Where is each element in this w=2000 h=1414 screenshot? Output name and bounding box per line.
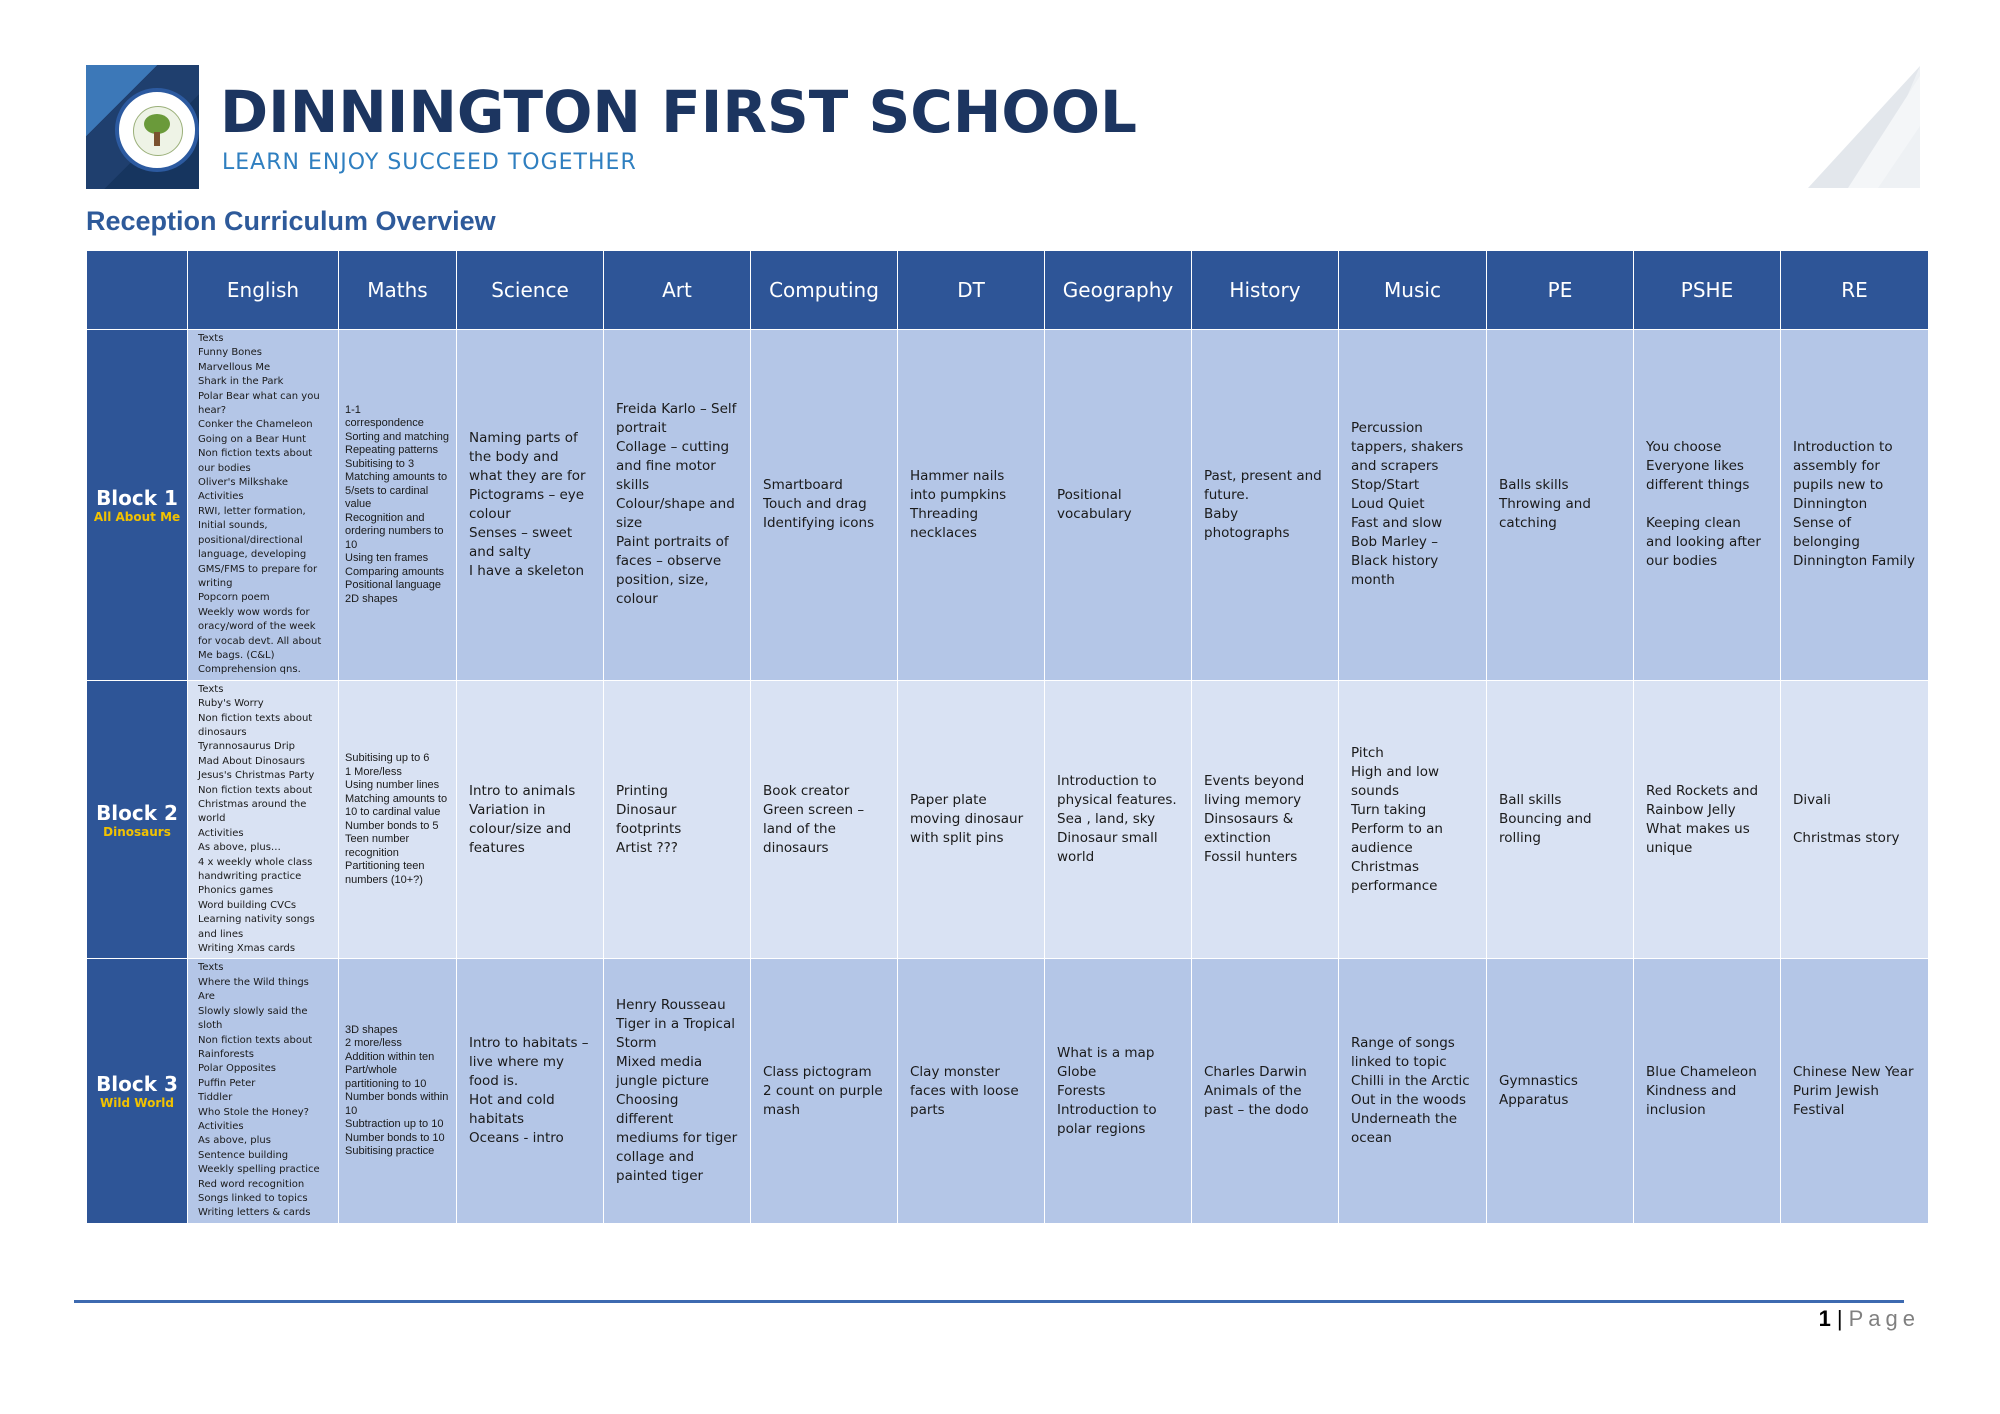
cell-computing: Book creator Green screen – land of the dinosaurs bbox=[751, 680, 898, 959]
cell-science: Naming parts of the body and what they are for Pictograms – eye colour Senses – sweet and salty I have a skeleton bbox=[457, 330, 604, 681]
tree-icon bbox=[144, 114, 170, 134]
cell-computing: Class pictogram 2 count on purple mash bbox=[751, 959, 898, 1223]
school-logo bbox=[115, 88, 199, 172]
page-number bbox=[1819, 1306, 1920, 1332]
block-label bbox=[87, 959, 188, 1223]
cell-pe: Ball skills Bouncing and rolling bbox=[1487, 680, 1634, 959]
cell-geography: What is a map Globe Forests Introduction to polar regions bbox=[1045, 959, 1192, 1223]
cell-english: Texts Where the Wild things Are Slowly slowly said the sloth Non fiction texts about Rainforests Polar Opposites Puffin Peter Tiddler Who Stole the Honey? Activities As above, plus Sentence building Weekly spelling practice Red word recognition Songs linked to topics Writing letters & cards bbox=[188, 959, 339, 1223]
cell-music: Pitch High and low sounds Turn taking Perform to an audience Christmas performance bbox=[1339, 680, 1487, 959]
school-motto: LEARN ENJOY SUCCEED TOGETHER bbox=[222, 150, 637, 175]
cell-maths: Subitising up to 6 1 More/less Using number lines Matching amounts to 10 to cardinal value Number bonds to 5 Teen number recognition Partitioning teen numbers (10+?) bbox=[339, 680, 457, 959]
header-corner bbox=[87, 251, 188, 330]
cell-art: Henry Rousseau Tiger in a Tropical Storm Mixed media jungle picture Choosing different mediums for tiger collage and painted tiger bbox=[604, 959, 751, 1223]
header-row bbox=[87, 251, 1929, 330]
column-header-art: Art bbox=[604, 251, 751, 330]
cell-re: Introduction to assembly for pupils new to Dinnington Sense of belonging Dinnington Family bbox=[1781, 330, 1929, 681]
page-number-value: 1 bbox=[1818, 1306, 1831, 1331]
school-name: DINNINGTON FIRST SCHOOL bbox=[220, 78, 1137, 146]
cell-music: Range of songs linked to topic Chilli in the Arctic Out in the woods Underneath the ocean bbox=[1339, 959, 1487, 1223]
column-header-music: Music bbox=[1339, 251, 1487, 330]
cell-art: Printing Dinosaur footprints Artist ??? bbox=[604, 680, 751, 959]
column-header-pshe: PSHE bbox=[1634, 251, 1781, 330]
column-header-history: History bbox=[1192, 251, 1339, 330]
column-header-re: RE bbox=[1781, 251, 1929, 330]
table-row bbox=[87, 680, 1929, 959]
cell-music: Percussion tappers, shakers and scrapers Stop/Start Loud Quiet Fast and slow Bob Marley – Black history month bbox=[1339, 330, 1487, 681]
cell-dt: Hammer nails into pumpkins Threading necklaces bbox=[898, 330, 1045, 681]
cell-maths: 1-1 correspondence Sorting and matching Repeating patterns Subitising to 3 Matching amounts to 5/sets to cardinal value Recognition and ordering numbers to 10 Using ten frames Comparing amounts Positional language 2D shapes bbox=[339, 330, 457, 681]
corner-decoration bbox=[1808, 66, 1920, 188]
cell-science: Intro to habitats – live where my food is. Hot and cold habitats Oceans - intro bbox=[457, 959, 604, 1223]
cell-pe: Balls skills Throwing and catching bbox=[1487, 330, 1634, 681]
column-header-maths: Maths bbox=[339, 251, 457, 330]
block-title: Block 2 bbox=[96, 800, 178, 825]
cell-art: Freida Karlo – Self portrait Collage – cutting and fine motor skills Colour/shape and size Paint portraits of faces – observe position, size, colour bbox=[604, 330, 751, 681]
cell-history: Events beyond living memory Dinsosaurs & extinction Fossil hunters bbox=[1192, 680, 1339, 959]
block-title: Block 3 bbox=[96, 1072, 178, 1097]
column-header-english: English bbox=[188, 251, 339, 330]
cell-geography: Positional vocabulary bbox=[1045, 330, 1192, 681]
page-word: Page bbox=[1848, 1306, 1920, 1331]
cell-dt: Paper plate moving dinosaur with split pins bbox=[898, 680, 1045, 959]
cell-computing: Smartboard Touch and drag Identifying icons bbox=[751, 330, 898, 681]
page-title: Reception Curriculum Overview bbox=[86, 206, 496, 236]
cell-pe: Gymnastics Apparatus bbox=[1487, 959, 1634, 1223]
block-topic: Wild World bbox=[100, 1096, 174, 1111]
block-topic: Dinosaurs bbox=[103, 824, 171, 839]
cell-history: Charles Darwin Animals of the past – the dodo bbox=[1192, 959, 1339, 1223]
column-header-geography: Geography bbox=[1045, 251, 1192, 330]
cell-english: Texts Ruby's Worry Non fiction texts about dinosaurs Tyrannosaurus Drip Mad About Dinosaurs Jesus's Christmas Party Non fiction texts about Christmas around the world Activities As above, plus… 4 x weekly whole class handwriting practice Phonics games Word building CVCs Learning nativity songs and lines Writing Xmas cards bbox=[188, 680, 339, 959]
block-label bbox=[87, 330, 188, 681]
footer-divider bbox=[74, 1300, 1904, 1303]
cell-dt: Clay monster faces with loose parts bbox=[898, 959, 1045, 1223]
column-header-computing: Computing bbox=[751, 251, 898, 330]
column-header-dt: DT bbox=[898, 251, 1045, 330]
block-topic: All About Me bbox=[93, 509, 181, 524]
cell-pshe: You choose Everyone likes different things Keeping clean and looking after our bodies bbox=[1634, 330, 1781, 681]
cell-pshe: Blue Chameleon Kindness and inclusion bbox=[1634, 959, 1781, 1223]
page-number-separator: | bbox=[1836, 1306, 1843, 1331]
cell-history: Past, present and future. Baby photographs bbox=[1192, 330, 1339, 681]
cell-science: Intro to animals Variation in colour/size and features bbox=[457, 680, 604, 959]
cell-geography: Introduction to physical features. Sea , land, sky Dinosaur small world bbox=[1045, 680, 1192, 959]
cell-maths: 3D shapes 2 more/less Addition within ten Part/whole partitioning to 10 Number bonds within 10 Subtraction up to 10 Number bonds to 10 Subitising practice bbox=[339, 959, 457, 1223]
curriculum-table bbox=[86, 250, 1929, 1224]
table-row bbox=[87, 959, 1929, 1223]
cell-re: Chinese New Year Purim Jewish Festival bbox=[1781, 959, 1929, 1223]
cell-pshe: Red Rockets and Rainbow Jelly What makes us unique bbox=[1634, 680, 1781, 959]
cell-english: Texts Funny Bones Marvellous Me Shark in the Park Polar Bear what can you hear? Conker the Chameleon Going on a Bear Hunt Non fiction texts about our bodies Oliver's Milkshake Activities RWI, letter formation, Initial sounds, positional/directional language, developing GMS/FMS to prepare for writing Popcorn poem Weekly wow words for oracy/word of the week for vocab devt. All about Me bags. (C&L) Comprehension qns. bbox=[188, 330, 339, 681]
block-label bbox=[87, 680, 188, 959]
table-row bbox=[87, 330, 1929, 681]
block-title: Block 1 bbox=[96, 485, 178, 510]
column-header-pe: PE bbox=[1487, 251, 1634, 330]
column-header-science: Science bbox=[457, 251, 604, 330]
cell-re: Divali Christmas story bbox=[1781, 680, 1929, 959]
